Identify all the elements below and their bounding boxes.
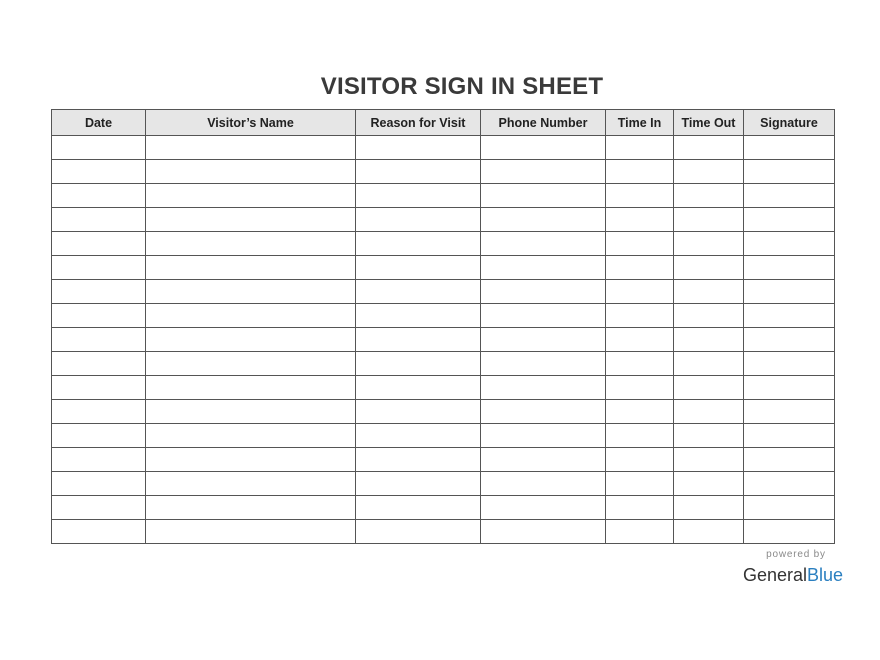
table-cell[interactable] bbox=[606, 424, 674, 448]
table-row bbox=[52, 208, 835, 232]
table-row bbox=[52, 472, 835, 496]
table-cell[interactable] bbox=[356, 400, 481, 424]
table-cell[interactable] bbox=[606, 496, 674, 520]
table-cell[interactable] bbox=[674, 304, 744, 328]
table-cell[interactable] bbox=[52, 160, 146, 184]
table-cell[interactable] bbox=[606, 232, 674, 256]
table-cell[interactable] bbox=[606, 304, 674, 328]
table-cell[interactable] bbox=[674, 376, 744, 400]
table-row bbox=[52, 160, 835, 184]
column-header-date: Date bbox=[52, 110, 146, 136]
table-cell[interactable] bbox=[744, 520, 835, 544]
table-cell[interactable] bbox=[606, 280, 674, 304]
table-row bbox=[52, 328, 835, 352]
table-cell[interactable] bbox=[606, 256, 674, 280]
table-cell[interactable] bbox=[356, 424, 481, 448]
table-cell[interactable] bbox=[674, 256, 744, 280]
table-cell[interactable] bbox=[674, 496, 744, 520]
table-row bbox=[52, 136, 835, 160]
table-row bbox=[52, 256, 835, 280]
table-row bbox=[52, 400, 835, 424]
table-cell[interactable] bbox=[52, 136, 146, 160]
table-cell[interactable] bbox=[481, 472, 606, 496]
table-row bbox=[52, 520, 835, 544]
table-cell[interactable] bbox=[481, 160, 606, 184]
general-blue-logo bbox=[738, 563, 848, 587]
table-cell[interactable] bbox=[146, 328, 356, 352]
table-cell[interactable] bbox=[674, 424, 744, 448]
table-cell[interactable] bbox=[52, 496, 146, 520]
table-cell[interactable] bbox=[52, 232, 146, 256]
table-cell[interactable] bbox=[481, 376, 606, 400]
table-cell[interactable] bbox=[674, 280, 744, 304]
table-cell[interactable] bbox=[146, 184, 356, 208]
table-cell[interactable] bbox=[744, 232, 835, 256]
table-row bbox=[52, 424, 835, 448]
table-cell[interactable] bbox=[146, 472, 356, 496]
table-cell[interactable] bbox=[356, 280, 481, 304]
table-row bbox=[52, 304, 835, 328]
table-cell[interactable] bbox=[356, 232, 481, 256]
table-cell[interactable] bbox=[356, 328, 481, 352]
table-cell[interactable] bbox=[146, 304, 356, 328]
column-header-reason-for-visit: Reason for Visit bbox=[356, 110, 481, 136]
table-cell[interactable] bbox=[744, 448, 835, 472]
table-cell[interactable] bbox=[744, 352, 835, 376]
table-cell[interactable] bbox=[481, 304, 606, 328]
table-cell[interactable] bbox=[356, 184, 481, 208]
table-cell[interactable] bbox=[674, 208, 744, 232]
table-row bbox=[52, 496, 835, 520]
table-cell[interactable] bbox=[744, 160, 835, 184]
powered-by-text: powered by bbox=[766, 549, 826, 560]
table-row bbox=[52, 352, 835, 376]
column-header-phone-number: Phone Number bbox=[481, 110, 606, 136]
table-cell[interactable] bbox=[356, 376, 481, 400]
table-row bbox=[52, 280, 835, 304]
table-cell[interactable] bbox=[481, 448, 606, 472]
logo-text-general: General bbox=[742, 565, 807, 585]
table-cell[interactable] bbox=[606, 328, 674, 352]
table-cell[interactable] bbox=[146, 280, 356, 304]
table-cell[interactable] bbox=[52, 520, 146, 544]
column-header-time-in: Time In bbox=[606, 110, 674, 136]
table-cell[interactable] bbox=[146, 136, 356, 160]
table-cell[interactable] bbox=[356, 136, 481, 160]
table-cell[interactable] bbox=[481, 520, 606, 544]
branding-logo bbox=[738, 549, 848, 587]
table-cell[interactable] bbox=[481, 424, 606, 448]
table-cell[interactable] bbox=[52, 472, 146, 496]
table-cell[interactable] bbox=[481, 232, 606, 256]
table-cell[interactable] bbox=[606, 400, 674, 424]
table-row bbox=[52, 448, 835, 472]
table-cell[interactable] bbox=[481, 328, 606, 352]
table-cell[interactable] bbox=[146, 424, 356, 448]
table-cell[interactable] bbox=[356, 160, 481, 184]
table-cell[interactable] bbox=[744, 328, 835, 352]
table-cell[interactable] bbox=[674, 520, 744, 544]
table-cell[interactable] bbox=[606, 472, 674, 496]
table-cell[interactable] bbox=[674, 136, 744, 160]
table-cell[interactable] bbox=[481, 496, 606, 520]
table-cell[interactable] bbox=[674, 472, 744, 496]
table-cell[interactable] bbox=[744, 136, 835, 160]
table-cell[interactable] bbox=[52, 184, 146, 208]
table-cell[interactable] bbox=[606, 520, 674, 544]
table-cell[interactable] bbox=[674, 160, 744, 184]
table-cell[interactable] bbox=[146, 376, 356, 400]
table-cell[interactable] bbox=[146, 448, 356, 472]
table-cell[interactable] bbox=[146, 256, 356, 280]
table-row bbox=[52, 376, 835, 400]
table-cell[interactable] bbox=[52, 208, 146, 232]
table-cell[interactable] bbox=[356, 256, 481, 280]
table-cell[interactable] bbox=[744, 496, 835, 520]
table-cell[interactable] bbox=[356, 208, 481, 232]
table-body bbox=[52, 136, 835, 544]
table-cell[interactable] bbox=[146, 496, 356, 520]
table-cell[interactable] bbox=[606, 184, 674, 208]
column-header-visitor-name: Visitor’s Name bbox=[146, 110, 356, 136]
logo-text-blue: Blue bbox=[807, 565, 844, 585]
table-cell[interactable] bbox=[481, 352, 606, 376]
table-cell[interactable] bbox=[744, 304, 835, 328]
table-cell[interactable] bbox=[52, 424, 146, 448]
table-cell[interactable] bbox=[356, 352, 481, 376]
table-cell[interactable] bbox=[146, 160, 356, 184]
table-cell[interactable] bbox=[674, 328, 744, 352]
table-row bbox=[52, 232, 835, 256]
table-cell[interactable] bbox=[744, 376, 835, 400]
sign-in-table bbox=[51, 109, 835, 544]
table-cell[interactable] bbox=[146, 208, 356, 232]
table-cell[interactable] bbox=[744, 424, 835, 448]
table-cell[interactable] bbox=[52, 376, 146, 400]
table-cell[interactable] bbox=[744, 280, 835, 304]
table-cell[interactable] bbox=[52, 304, 146, 328]
table-cell[interactable] bbox=[52, 352, 146, 376]
header-row bbox=[52, 110, 835, 136]
table-cell[interactable] bbox=[744, 184, 835, 208]
table-cell[interactable] bbox=[481, 184, 606, 208]
table-cell[interactable] bbox=[356, 304, 481, 328]
table-cell[interactable] bbox=[356, 448, 481, 472]
table-cell[interactable] bbox=[744, 208, 835, 232]
table-cell[interactable] bbox=[52, 280, 146, 304]
table-cell[interactable] bbox=[606, 352, 674, 376]
table-cell[interactable] bbox=[606, 208, 674, 232]
table-cell[interactable] bbox=[674, 232, 744, 256]
table-cell[interactable] bbox=[481, 280, 606, 304]
table-cell[interactable] bbox=[356, 496, 481, 520]
table-cell[interactable] bbox=[481, 256, 606, 280]
table-cell[interactable] bbox=[356, 520, 481, 544]
table-cell[interactable] bbox=[52, 448, 146, 472]
table-cell[interactable] bbox=[606, 160, 674, 184]
table-cell[interactable] bbox=[606, 448, 674, 472]
table-cell[interactable] bbox=[606, 376, 674, 400]
table-cell[interactable] bbox=[674, 352, 744, 376]
table-cell[interactable] bbox=[146, 232, 356, 256]
page-title: VISITOR SIGN IN SHEET bbox=[320, 73, 604, 100]
table-cell[interactable] bbox=[52, 256, 146, 280]
table-cell[interactable] bbox=[674, 400, 744, 424]
table-cell[interactable] bbox=[146, 400, 356, 424]
table-cell[interactable] bbox=[146, 520, 356, 544]
table-cell[interactable] bbox=[674, 448, 744, 472]
table-row bbox=[52, 184, 835, 208]
table-cell[interactable] bbox=[674, 184, 744, 208]
table-cell[interactable] bbox=[744, 472, 835, 496]
column-header-signature: Signature bbox=[744, 110, 835, 136]
table-cell[interactable] bbox=[146, 352, 356, 376]
table-cell[interactable] bbox=[52, 400, 146, 424]
table-cell[interactable] bbox=[744, 256, 835, 280]
table-cell[interactable] bbox=[744, 400, 835, 424]
table-cell[interactable] bbox=[481, 400, 606, 424]
table-cell[interactable] bbox=[481, 208, 606, 232]
column-header-time-out: Time Out bbox=[674, 110, 744, 136]
table-cell[interactable] bbox=[606, 136, 674, 160]
table-cell[interactable] bbox=[481, 136, 606, 160]
table-cell[interactable] bbox=[52, 328, 146, 352]
table-cell[interactable] bbox=[356, 472, 481, 496]
